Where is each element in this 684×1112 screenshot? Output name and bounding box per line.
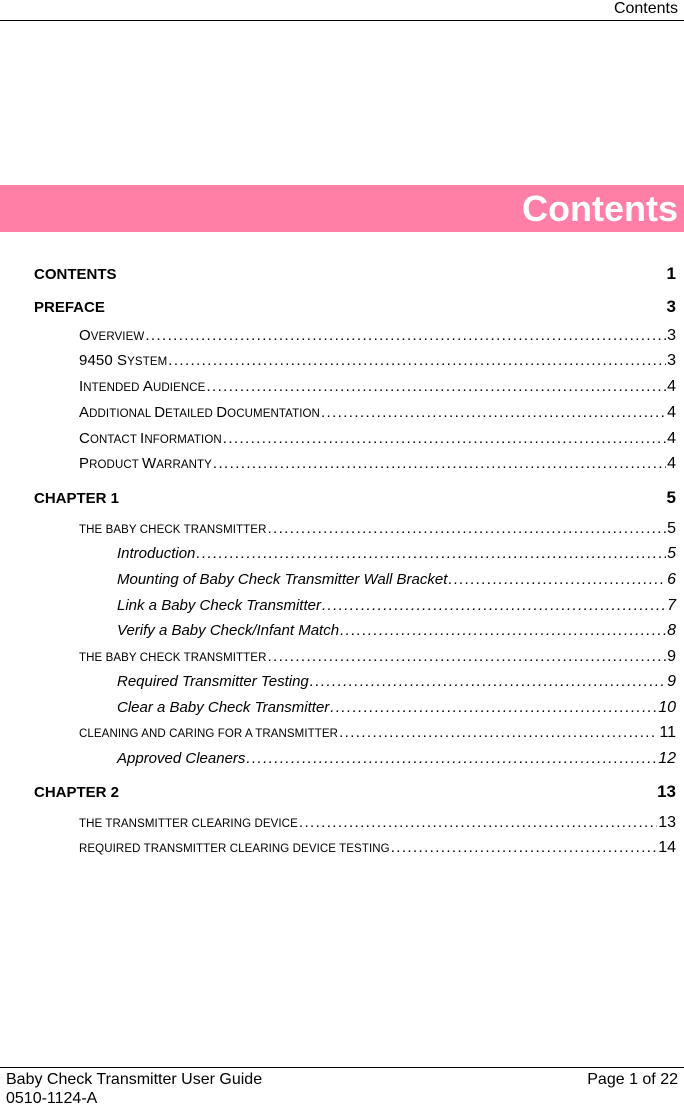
header-divider <box>0 20 684 21</box>
toc-section-label: CLEANING AND CARING FOR A TRANSMITTER <box>79 728 339 740</box>
toc-section-label: THE BABY CHECK TRANSMITTER <box>79 524 267 536</box>
dot-leader <box>322 597 666 614</box>
toc-page-number: 5 <box>667 545 676 562</box>
toc-page-number: 5 <box>666 488 676 507</box>
toc-entry-additional-detailed-documentation[interactable] <box>79 404 676 422</box>
toc-entry-required-transmitter-testing[interactable] <box>117 673 676 691</box>
toc-page-number: 10 <box>658 699 676 716</box>
toc-entry-clear-transmitter[interactable] <box>117 699 676 717</box>
toc-entry-mounting-wall-bracket[interactable] <box>117 571 676 589</box>
toc-page-number: 3 <box>667 352 676 369</box>
dot-leader <box>299 814 657 831</box>
toc-entry-preface[interactable] <box>34 297 676 317</box>
toc-page-number: 5 <box>667 520 676 537</box>
dot-leader <box>196 545 666 562</box>
toc-section-label: ADDITIONAL DETAILED DOCUMENTATION <box>79 404 320 421</box>
toc-entry-approved-cleaners[interactable] <box>117 750 676 768</box>
toc-page-number: 13 <box>657 782 676 801</box>
toc-section-label: PRODUCT WARRANTY <box>79 455 212 472</box>
document-number: 0510-1124-A <box>6 1090 98 1107</box>
toc-entry-verify-match[interactable] <box>117 622 676 640</box>
toc-page-number: 9 <box>667 673 676 690</box>
toc-page-number: 14 <box>658 839 676 856</box>
toc-page-number: 3 <box>666 297 676 316</box>
toc-subsection-label: Clear a Baby Check Transmitter <box>117 699 330 716</box>
dot-leader <box>310 673 666 690</box>
toc-section-label: THE TRANSMITTER CLEARING DEVICE <box>79 818 298 830</box>
toc-subsection-label: Link a Baby Check Transmitter <box>117 597 321 614</box>
toc-entry-contents[interactable] <box>34 264 676 284</box>
toc-entry-cleaning-and-caring[interactable] <box>79 724 676 742</box>
toc-subsection-label: Introduction <box>117 545 196 562</box>
footer-left <box>6 1070 262 1108</box>
toc-entry-transmitter-clearing-device[interactable] <box>79 814 676 832</box>
toc-page-number: 9 <box>667 648 676 665</box>
toc-chapter-label: CHAPTER 2 <box>34 784 120 801</box>
toc-subsection-label: Approved Cleaners <box>117 750 246 767</box>
dot-leader <box>340 622 666 639</box>
dot-leader <box>267 520 666 537</box>
toc-page-number: 6 <box>667 571 676 588</box>
toc-subsection-label: Mounting of Baby Check Transmitter Wall Bracket <box>117 571 448 588</box>
toc-page-number: 12 <box>658 750 676 767</box>
toc-entry-clearing-device-testing[interactable] <box>79 839 676 857</box>
toc-entry-product-warranty[interactable] <box>79 455 676 473</box>
dot-leader <box>391 839 658 856</box>
toc-entry-chapter-2[interactable] <box>34 782 676 802</box>
toc-entry-baby-check-transmitter-2[interactable] <box>79 648 676 666</box>
page-indicator: Page 1 of 22 <box>587 1071 678 1088</box>
toc-entry-intended-audience[interactable] <box>79 378 676 396</box>
toc-page-number: 7 <box>667 597 676 614</box>
toc-entry-9450-system[interactable] <box>79 352 676 370</box>
toc-section-label: INTENDED AUDIENCE <box>79 378 206 395</box>
toc-section-label: OVERVIEW <box>79 327 145 344</box>
toc-page-number: 13 <box>658 814 676 831</box>
toc-section-label: THE BABY CHECK TRANSMITTER <box>79 652 267 664</box>
toc-entry-link-transmitter[interactable] <box>117 597 676 615</box>
dot-leader <box>267 648 666 665</box>
toc-chapter-label: PREFACE <box>34 299 105 316</box>
toc-entry-contact-information[interactable] <box>79 430 676 448</box>
toc-chapter-label: CHAPTER 1 <box>34 490 120 507</box>
title-banner <box>0 185 684 232</box>
toc-page-number: 3 <box>667 327 676 344</box>
toc-page-number: 1 <box>666 264 676 283</box>
document-title: Baby Check Transmitter User Guide <box>6 1071 263 1088</box>
toc-page-number: 4 <box>667 378 676 395</box>
dot-leader <box>339 724 658 741</box>
dot-leader <box>168 352 666 369</box>
toc-page-number: 8 <box>667 622 676 639</box>
toc-section-label: CONTACT INFORMATION <box>79 430 222 447</box>
dot-leader <box>330 699 657 716</box>
toc-page-number: 4 <box>667 430 676 447</box>
toc-page-number: 4 <box>667 404 676 421</box>
toc-subsection-label: Required Transmitter Testing <box>117 673 309 690</box>
toc-entry-introduction[interactable] <box>117 545 676 563</box>
toc-subsection-label: Verify a Baby Check/Infant Match <box>117 622 340 639</box>
dot-leader <box>206 378 666 395</box>
running-header: Contents <box>613 0 678 17</box>
dot-leader <box>145 327 666 344</box>
toc-section-label: REQUIRED TRANSMITTER CLEARING DEVICE TESTING <box>79 843 390 855</box>
toc-section-label: 9450 SYSTEM <box>79 352 168 369</box>
toc-entry-overview[interactable] <box>79 327 676 345</box>
dot-leader <box>246 750 657 767</box>
dot-leader <box>448 571 666 588</box>
toc-chapter-label: CONTENTS <box>34 266 117 283</box>
dot-leader <box>213 455 666 472</box>
toc-entry-chapter-1[interactable] <box>34 488 676 508</box>
toc-entry-baby-check-transmitter[interactable] <box>79 520 676 538</box>
footer-divider <box>0 1067 684 1068</box>
toc-page-number: 4 <box>667 455 676 472</box>
toc-page-number: 11 <box>659 724 676 741</box>
dot-leader <box>223 430 666 447</box>
page-title: Contents <box>522 188 678 229</box>
dot-leader <box>321 404 666 421</box>
